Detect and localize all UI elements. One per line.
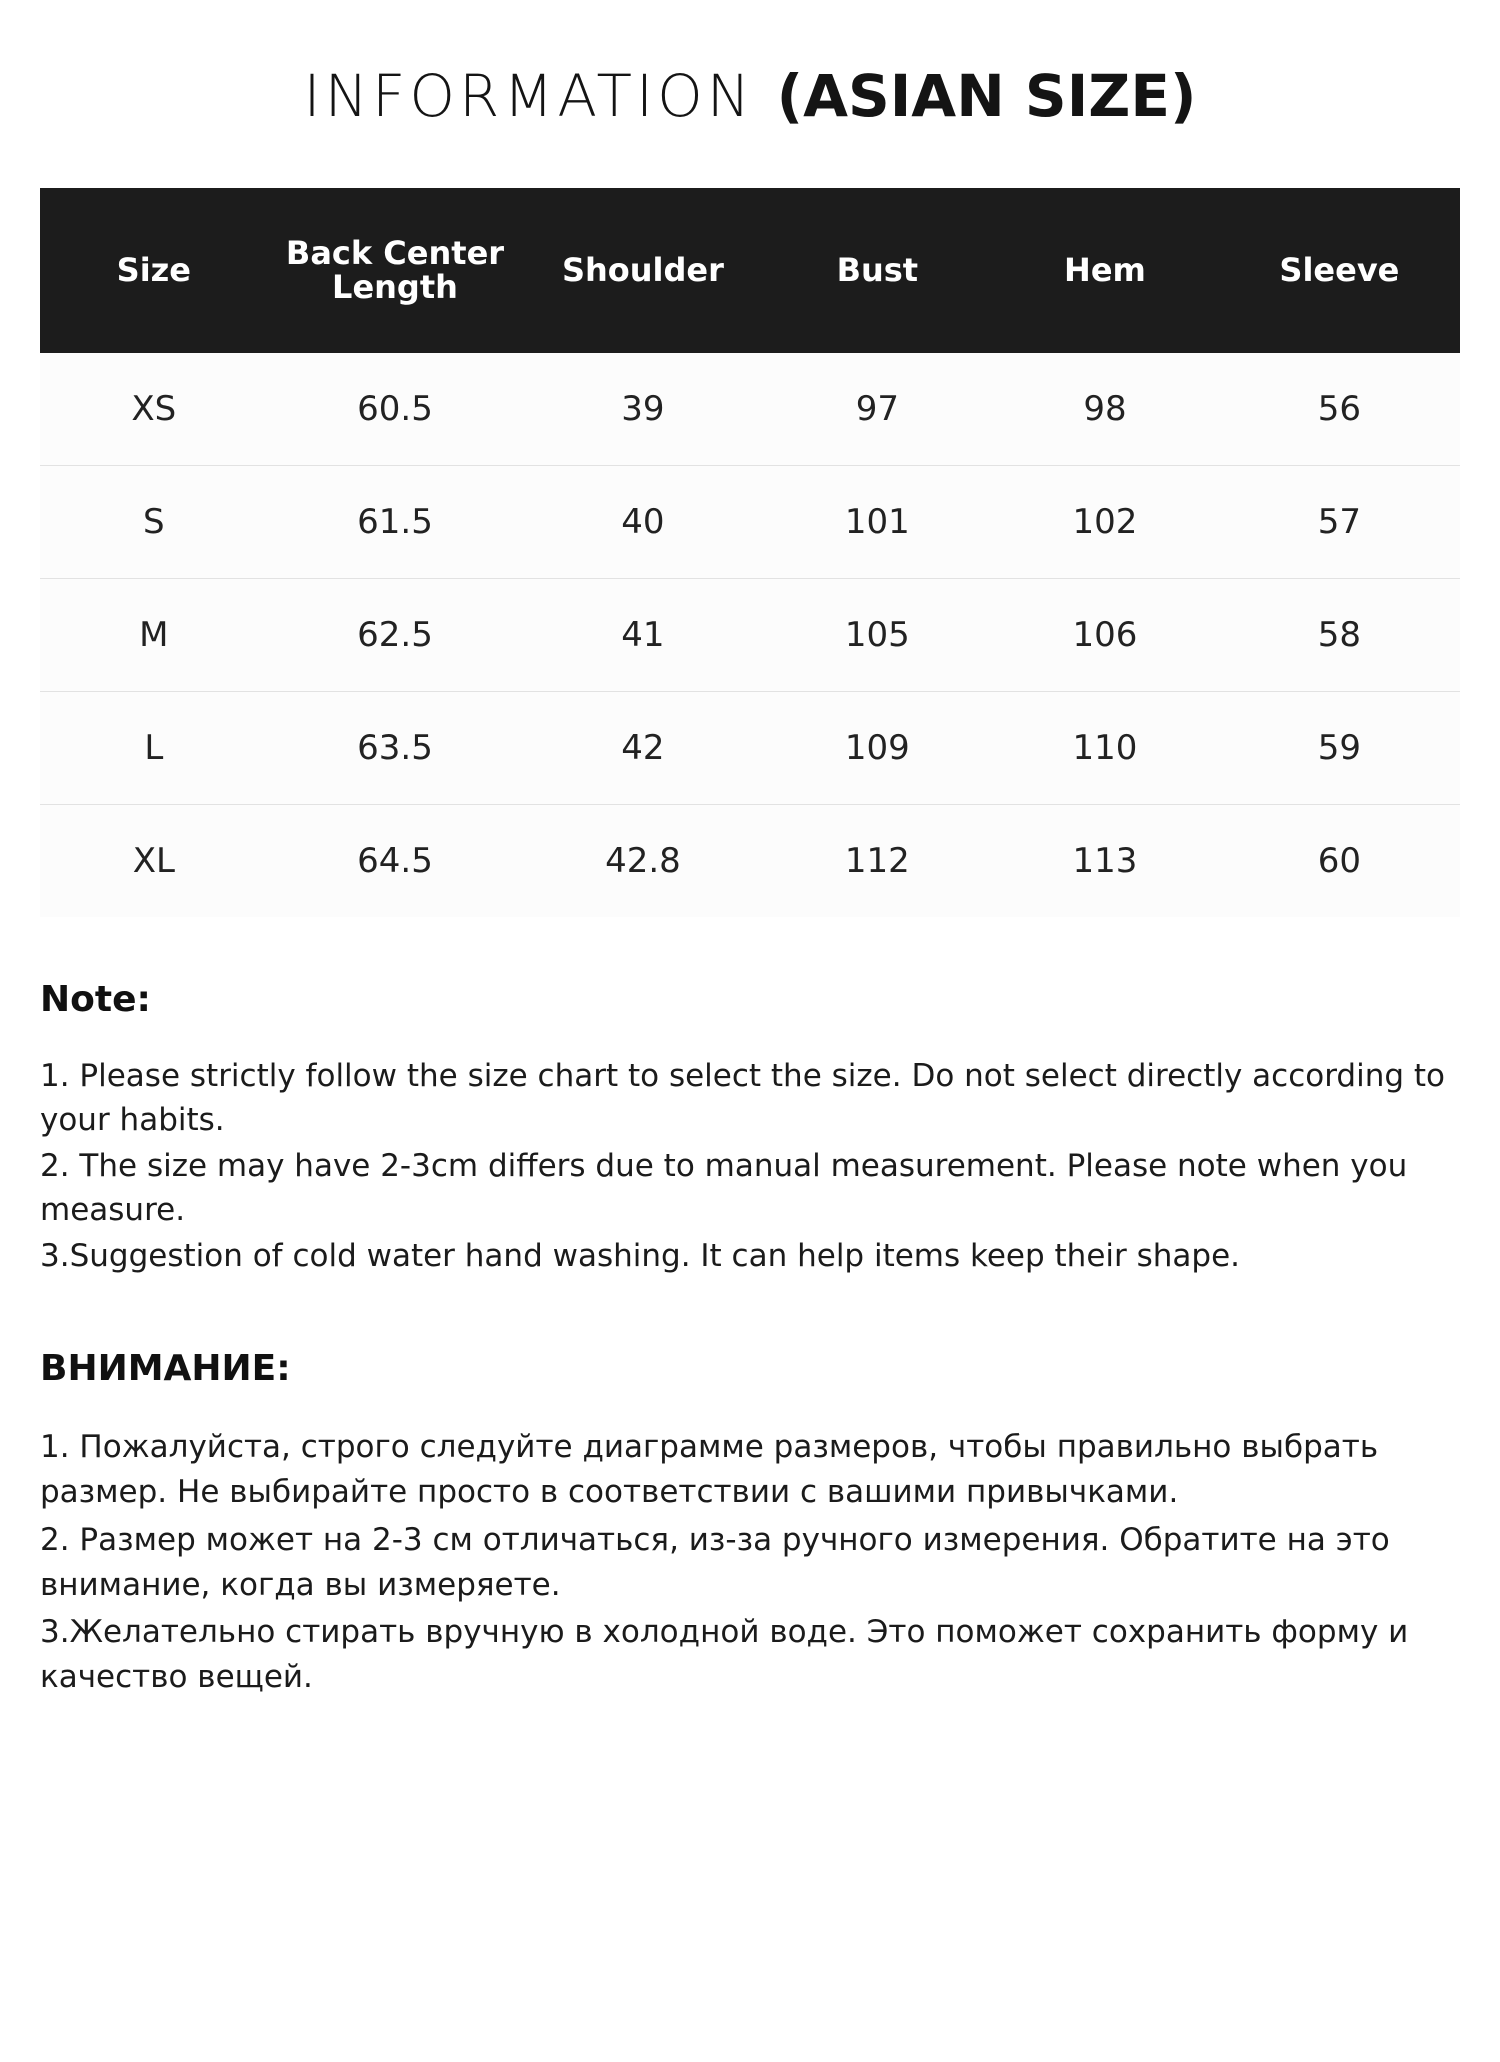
note-line-2: 2. The size may have 2-3cm differs due to manual measurement. Please note when you measure.: [40, 1148, 1408, 1229]
attention-line-3: 3.Желательно стирать вручную в холодной воде. Это поможет сохранить форму и качество вещей.: [40, 1614, 1409, 1696]
attention-line-2: 2. Размер может на 2-3 см отличаться, из-за ручного измерения. Обратите на это внимание, когда вы измеряете.: [40, 1521, 1390, 1603]
table-row: [40, 692, 1460, 805]
note-line-3: 3.Suggestion of cold water hand washing. It can help items keep their shape.: [40, 1238, 1241, 1275]
cell-sleeve: 56: [1219, 353, 1460, 466]
note-body: [40, 1054, 1460, 1278]
cell-bust: 97: [764, 353, 992, 466]
column-header-shoulder: Shoulder: [522, 188, 763, 353]
cell-back-center-length: 61.5: [268, 466, 523, 579]
size-information-page: [0, 62, 1500, 2062]
cell-size: M: [40, 579, 268, 692]
cell-sleeve: 58: [1219, 579, 1460, 692]
cell-shoulder: 40: [522, 466, 763, 579]
note-heading: Note:: [40, 979, 151, 1020]
cell-hem: 102: [991, 466, 1219, 579]
cell-hem: 98: [991, 353, 1219, 466]
cell-bust: 109: [764, 692, 992, 805]
cell-hem: 106: [991, 579, 1219, 692]
cell-back-center-length: 64.5: [268, 805, 523, 918]
attention-heading: ВНИМАНИЕ:: [40, 1348, 291, 1390]
cell-bust: 112: [764, 805, 992, 918]
cell-size: L: [40, 692, 268, 805]
cell-bust: 101: [764, 466, 992, 579]
cell-shoulder: 39: [522, 353, 763, 466]
table-row: [40, 805, 1460, 918]
page-title-bold: (ASIAN SIZE): [776, 62, 1197, 130]
attention-line-1: 1. Пожалуйста, строго следуйте диаграмме размеров, чтобы правильно выбрать размер. Не выбирайте просто в соответствии с вашими привычками.: [40, 1429, 1379, 1511]
table-row: [40, 466, 1460, 579]
size-chart-table: [40, 188, 1460, 917]
table-header-row: [40, 188, 1460, 353]
column-header-back-center-length: Back Center Length: [268, 188, 523, 353]
page-title: [40, 62, 1460, 130]
cell-sleeve: 60: [1219, 805, 1460, 918]
table-row: [40, 579, 1460, 692]
size-chart-table-wrapper: [40, 188, 1460, 917]
cell-hem: 110: [991, 692, 1219, 805]
column-header-bust: Bust: [764, 188, 992, 353]
note-line-1: 1. Please strictly follow the size chart to select the size. Do not select directly according to your habits.: [40, 1058, 1446, 1139]
cell-back-center-length: 60.5: [268, 353, 523, 466]
cell-size: XL: [40, 805, 268, 918]
cell-bust: 105: [764, 579, 992, 692]
page-title-plain: INFORMATION: [303, 62, 777, 130]
table-row: [40, 353, 1460, 466]
cell-back-center-length: 62.5: [268, 579, 523, 692]
cell-hem: 113: [991, 805, 1219, 918]
attention-body: [40, 1425, 1460, 1701]
cell-size: XS: [40, 353, 268, 466]
cell-size: S: [40, 466, 268, 579]
size-chart-header: [40, 188, 1460, 353]
column-header-hem: Hem: [991, 188, 1219, 353]
cell-sleeve: 59: [1219, 692, 1460, 805]
cell-shoulder: 42.8: [522, 805, 763, 918]
column-header-sleeve: Sleeve: [1219, 188, 1460, 353]
size-chart-body: [40, 353, 1460, 917]
cell-shoulder: 42: [522, 692, 763, 805]
cell-back-center-length: 63.5: [268, 692, 523, 805]
column-header-size: Size: [40, 188, 268, 353]
cell-shoulder: 41: [522, 579, 763, 692]
cell-sleeve: 57: [1219, 466, 1460, 579]
